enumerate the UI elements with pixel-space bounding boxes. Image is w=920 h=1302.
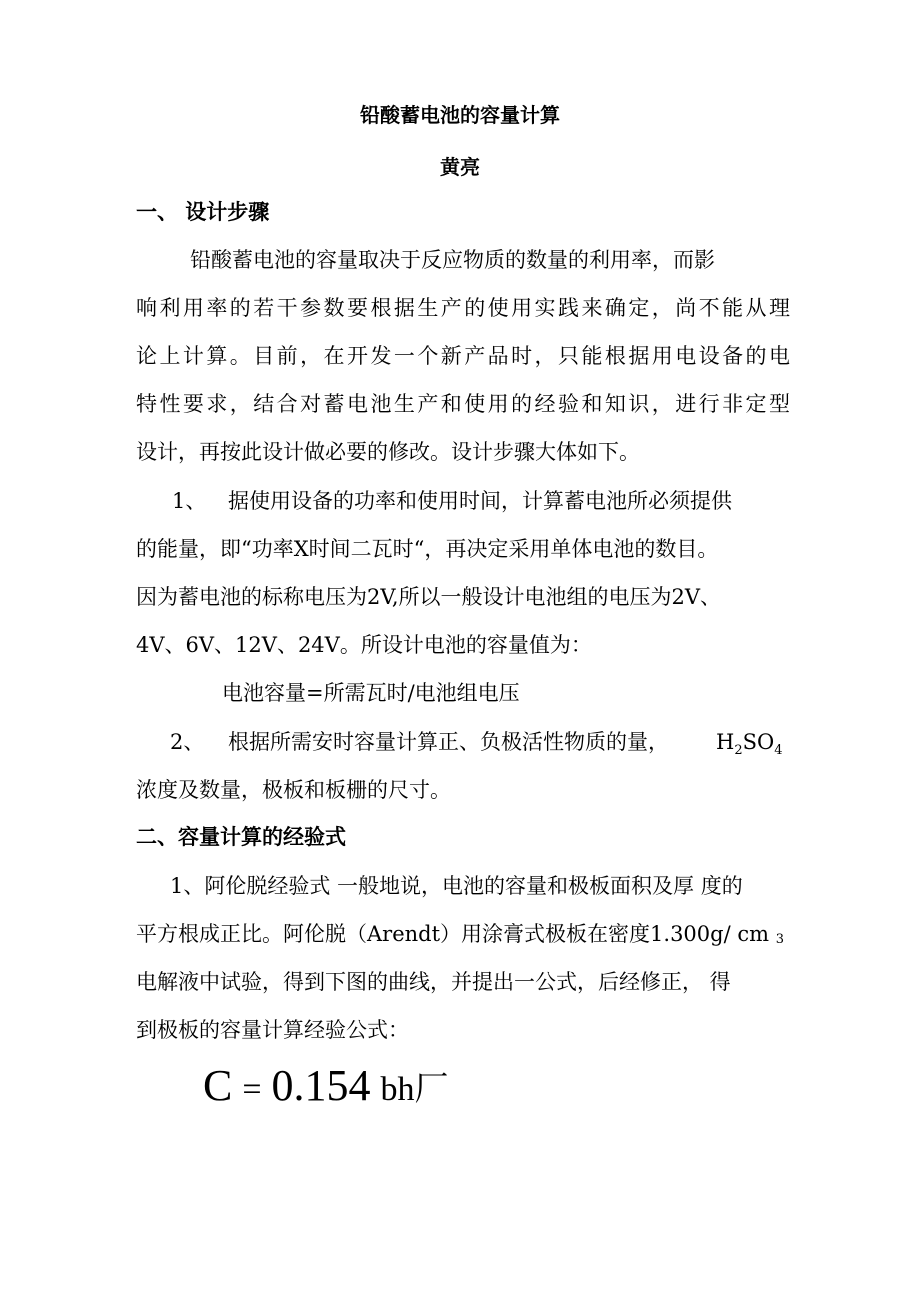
section1-intro-line-1: 铅酸蓄电池的容量取决于反应物质的数量的利用率，而影 [190,248,715,272]
section2-line-2-text: 平方根成正比。阿伦脱（Arendt）用涂膏式极板在密度1.300g/ cm [136,922,770,946]
section1-intro-line-3: 论上计算。目前，在开发一个新产品时，只能根据用电设备的电 [136,344,790,368]
capacity-empirical-formula [203,1060,449,1116]
document-author: 黄亮 [440,155,480,179]
section1-intro-line-2: 响利用率的若干参数要根据生产的使用实践来确定，尚不能从理 [136,296,790,320]
cm3-exponent: 3 [775,932,784,947]
section1-intro-line-5: 设计，再按此设计做必要的修改。设计步骤大体如下。 [136,440,640,464]
capacity-formula-text: 电池容量=所需瓦时/电池组电压 [222,681,520,705]
step2-line-2: 浓度及数量，极板和板栅的尺寸。 [136,778,451,802]
formula-tail: 厂 [414,1071,449,1108]
h2so4-formula [716,728,783,756]
h2so4-h: H [716,730,735,754]
document-title: 铅酸蓄电池的容量计算 [360,103,560,127]
formula-coefficient: 0.154 [271,1061,371,1110]
step2-text: 根据所需安时容量计算正、负极活性物质的量， [228,730,669,754]
section2-line-2 [136,920,784,954]
step1-line-1: 据使用设备的功率和使用时间，计算蓄电池所必须提供 [228,489,732,513]
formula-c: C [203,1061,233,1110]
step1-line-3: 因为蓄电池的标称电压为2V,所以一般设计电池组的电压为2V、 [136,585,722,609]
formula-variables: bh [380,1071,415,1108]
h2so4-sub-2: 2 [734,743,743,758]
h2so4-sub-4: 4 [774,743,783,758]
step1-line-4: 4V、6V、12V、24V。所设计电池的容量值为： [136,633,592,657]
section1-intro-line-4: 特性要求，结合对蓄电池生产和使用的经验和知识，进行非定型 [136,392,790,416]
section2-line-3: 电解液中试验，得到下图的曲线，并提出一公式，后经修正， 得 [136,970,731,994]
section2-heading: 二、容量计算的经验式 [136,824,346,849]
step1-line-2: 的能量，即“功率X时间二瓦时“，再决定采用单体电池的数目。 [136,537,719,561]
step2-number: 2、 [170,730,205,754]
formula-equals: = [242,1071,262,1108]
h2so4-so: SO [742,730,775,754]
section2-line-1: 1、阿伦脱经验式 一般地说，电池的容量和极板面积及厚 度的 [170,874,743,898]
step1-number: 1、 [172,489,207,513]
section2-line-4: 到极板的容量计算经验公式： [136,1018,409,1042]
section1-heading: 一、 设计步骤 [136,199,270,224]
